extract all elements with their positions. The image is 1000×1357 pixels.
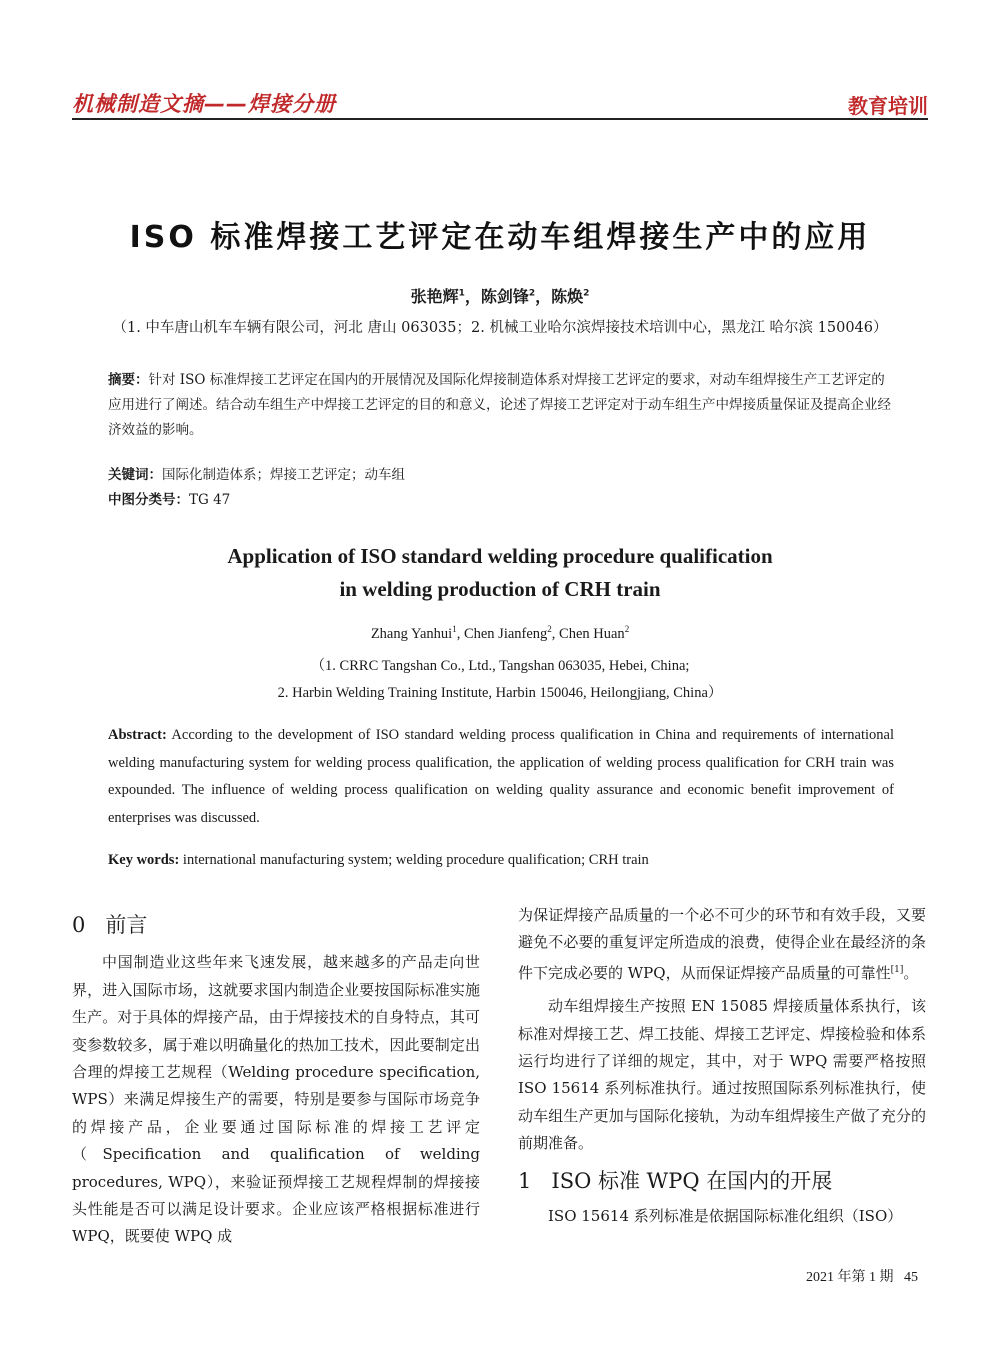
title-cn: ISO 标准焊接工艺评定在动车组焊接生产中的应用	[129, 220, 871, 255]
keywords-cn-text: 国际化制造体系；焊接工艺评定；动车组	[162, 467, 405, 483]
clc-number	[108, 488, 894, 513]
left-column	[72, 912, 480, 1251]
para1-cont-text: 为保证焊接产品质量的一个必不可少的环节和有效手段，又要避免不必要的重复评定所造成的浪费，使得企业在最经济的条件下完成必要的 WPQ，从而保证焊接产品质量的可靠性	[518, 906, 926, 982]
reference-1[interactable]: [1]	[890, 964, 904, 975]
author-en-2: Chen Jianfeng	[463, 625, 548, 642]
issue-label: 2021 年第 1 期	[806, 1270, 894, 1285]
abstract-en-text: According to the development of ISO standard welding process qualification in China and requirements of international welding manufacturing system for welding process qualification, the application of welding process qualification for CRH train was expounded. The influence of welding process qualification on welding quality assurance and economic benefit improvement of enterprises was discussed.	[108, 727, 894, 826]
clc-text: TG 47	[189, 492, 231, 508]
abstract-cn-text: 针对 ISO 标准焊接工艺评定在国内的开展情况及国际化焊接制造体系对焊接工艺评定的要求，对动车组焊接生产工艺评定的应用进行了阐述。结合动车组生产中焊接工艺评定的目的和意义，论述了焊接工艺评定对于动车组生产中焊接质量保证及提高企业经济效益的影响。	[108, 372, 891, 438]
section-0-paragraph-1-cont	[518, 902, 926, 987]
section-0-paragraph-2: 动车组焊接生产按照 EN 15085 焊接质量体系执行，该标准对焊接工艺、焊工技能、焊接工艺评定、焊接检验和体系运行均进行了详细的规定，其中，对于 WPQ 需要严格按照 ISO 15614 系列标准执行。通过按照国际系列标准执行，使动车组生产更加与国际化接轨，为动车组焊接生产做了充分的前期准备。	[518, 997, 926, 1153]
section-1-heading	[518, 1168, 926, 1195]
affiliation-cn: （1. 中车唐山机车车辆有限公司，河北 唐山 063035；2. 机械工业哈尔滨焊接技术培训中心，黑龙江 哈尔滨 150046）	[112, 320, 888, 336]
title-en-line1: Application of ISO standard welding procedure qualification	[227, 544, 773, 568]
para1-end: 。	[903, 963, 919, 982]
section-0-number: 0	[72, 913, 86, 937]
section-0-title: 前言	[105, 913, 148, 937]
keywords-en-label: Key words:	[108, 852, 180, 868]
section-1-paragraph-1: ISO 15614 系列标准是依据国际标准化组织（ISO）	[548, 1207, 903, 1226]
section-name: 教育培训	[848, 94, 928, 118]
keywords-en	[108, 852, 894, 869]
abstract-en	[108, 722, 894, 832]
header-rule	[72, 118, 928, 120]
clc-label: 中图分类号：	[108, 492, 189, 508]
keywords-cn	[108, 463, 894, 488]
page-footer	[806, 1266, 918, 1286]
affiliation-en-line2: 2. Harbin Welding Training Institute, Harbin 150046, Heilongjiang, China）	[277, 685, 723, 701]
title-en-line2: in welding production of CRH train	[339, 577, 661, 601]
authors-en: Zhang Yanhui$^1$, Chen Jianfeng$^2$, Chen Huan$^2$	[370, 624, 630, 642]
authors-cn: 张艳辉$^1$，陈剑锋$^2$，陈焕$^2$	[410, 287, 590, 306]
author-en-1: Zhang Yanhui	[370, 625, 453, 642]
section-1-number: 1	[518, 1168, 532, 1193]
abstract-en-label: Abstract:	[108, 727, 167, 743]
affiliation-en-line1: （1. CRRC Tangshan Co., Ltd., Tangshan 063035, Hebei, China;	[310, 658, 690, 674]
author-en-3: Chen Huan	[559, 625, 625, 642]
author-2: 陈剑锋	[480, 287, 529, 306]
section-0-paragraph-1: 中国制造业这些年来飞速发展，越来越多的产品走向世界，进入国际市场，这就要求国内制造企业要按国际标准实施生产。对于具体的焊接产品，由于焊接技术的自身特点，其可变参数较多，属于难以明确量化的热加工技术，因此要制定出合理的焊接工艺规程（Welding procedure specification, WPS）来满足焊接生产的需要，特别是要参与国际市场竞争的焊接产品，企业要通过国际标准的焊接工艺评定（Specification and qualification of welding procedures, WPQ），来验证预焊接工艺规程焊制的焊接接头性能是否可以满足设计要求。企业应该严格根据标准进行 WPQ，既要使 WPQ 成	[72, 953, 480, 1246]
keywords-cn-label: 关键词：	[108, 467, 162, 483]
right-column	[518, 902, 926, 1230]
abstract-cn	[108, 368, 894, 443]
page-number: 45	[904, 1270, 918, 1285]
title-en	[0, 540, 1000, 606]
section-0-heading	[72, 912, 480, 939]
author-1: 张艳辉	[410, 287, 459, 306]
keywords-en-text: international manufacturing system; welding procedure qualification; CRH train	[179, 852, 649, 868]
author-3: 陈焕	[551, 287, 584, 306]
journal-name: 机械制造文摘——焊接分册	[72, 92, 336, 116]
abstract-cn-label: 摘要：	[108, 372, 149, 388]
section-1-title: ISO 标准 WPQ 在国内的开展	[551, 1168, 833, 1193]
